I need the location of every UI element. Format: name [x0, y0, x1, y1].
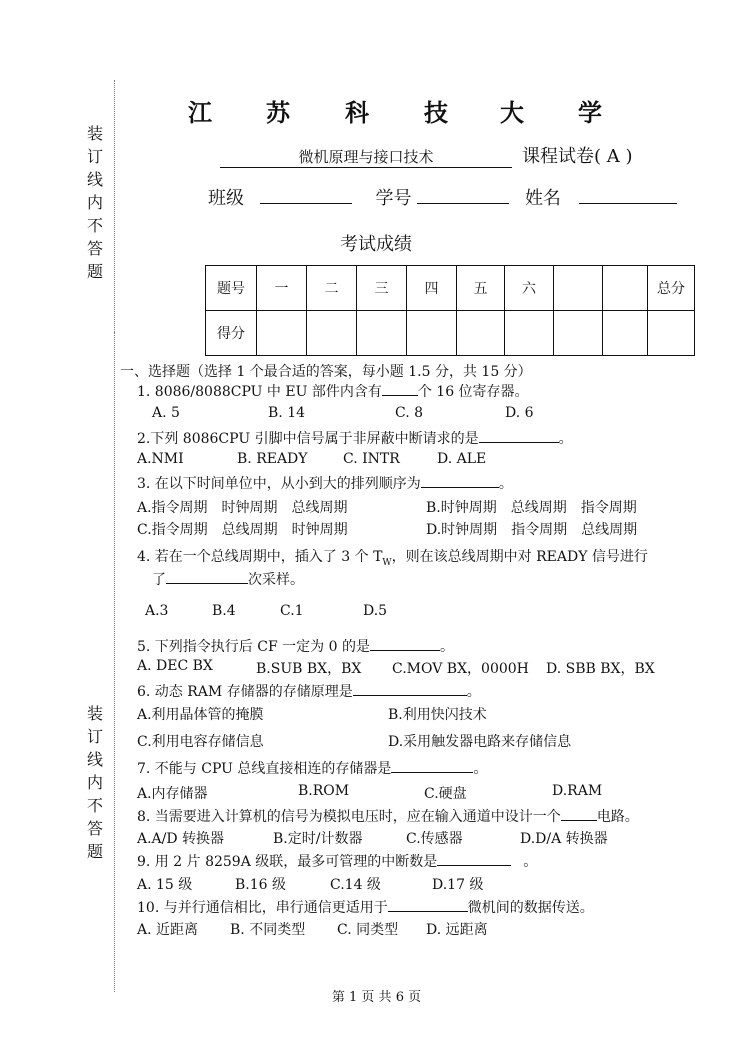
option-item[interactable]: C.硬盘 [424, 786, 467, 802]
binding-char: 答 [86, 819, 103, 838]
score-table [205, 265, 695, 356]
university-char: 技 [424, 98, 448, 127]
binding-char: 题 [86, 262, 103, 281]
option-item[interactable]: A. DEC BX [137, 658, 213, 674]
score-cell[interactable] [407, 311, 457, 356]
class-field[interactable] [260, 189, 352, 204]
question-1: 1. 8086/8088CPU 中 EU 部件内含有 个 16 位寄存器。 [137, 381, 529, 401]
option-item[interactable]: A.3 [145, 603, 169, 619]
option-item[interactable]: D. ALE [437, 451, 487, 467]
question-5: 5. 下列指令执行后 CF 一定为 0 的是 。 [137, 636, 454, 656]
binding-char: 不 [86, 796, 103, 815]
option-item[interactable]: D.17 级 [432, 877, 484, 893]
option-item[interactable]: B. READY [237, 451, 308, 467]
option-item[interactable]: C. 同类型 [337, 922, 399, 938]
question-10: 10. 与并行通信相比，串行通信更适用于 微机间的数据传送。 [137, 897, 594, 917]
binding-line-upper [114, 80, 115, 340]
university-char: 江 [188, 98, 212, 127]
score-header-cell: 一 [257, 266, 307, 311]
option-item[interactable]: D.采用触发器电路来存储信息 [388, 734, 572, 750]
score-cell[interactable] [307, 311, 357, 356]
option-item[interactable]: B.定时/计数器 [273, 831, 363, 847]
answer-blank-1[interactable] [382, 381, 418, 396]
option-item[interactable]: C. 8 [395, 405, 424, 421]
option-item[interactable]: D. 远距离 [426, 922, 488, 938]
score-cell[interactable] [457, 311, 505, 356]
question-8: 8. 当需要进入计算机的信号为模拟电压时，应在输入通道中设计一个 电路。 [137, 806, 639, 826]
option-item[interactable]: D.D/A 转换器 [520, 831, 608, 847]
course-line [220, 142, 633, 168]
paper-type: 课程试卷( A ) [522, 146, 633, 167]
score-cell[interactable] [648, 311, 695, 356]
option-item[interactable]: A. 近距离 [137, 922, 199, 938]
answer-blank-5[interactable] [370, 636, 440, 651]
binding-char: 线 [86, 170, 103, 189]
option-item[interactable]: C.传感器 [406, 831, 463, 847]
option-item[interactable]: B.利用快闪技术 [388, 707, 487, 723]
binding-notice-lower [86, 702, 104, 863]
score-header-cell: 六 [505, 266, 554, 311]
option-item[interactable]: B. 不同类型 [230, 922, 306, 938]
score-header-cell: 四 [407, 266, 457, 311]
exam-score-label: 考试成绩 [340, 234, 412, 255]
university-char: 科 [345, 98, 369, 127]
university-char: 大 [500, 98, 524, 127]
name-label: 姓名 [524, 188, 561, 209]
answer-blank-10[interactable] [388, 897, 468, 912]
name-field[interactable] [579, 189, 677, 204]
option-item[interactable]: B.4 [212, 603, 236, 619]
option-item[interactable]: C.1 [280, 603, 304, 619]
question-2: 2.下列 8086CPU 引脚中信号属于非屏蔽中断请求的是 。 [137, 428, 573, 448]
page-footer: 第 1 页 共 6 页 [331, 990, 422, 1005]
score-header-cell: 题号 [206, 266, 257, 311]
score-header-cell: 二 [307, 266, 357, 311]
option-item[interactable]: B. 14 [268, 405, 306, 421]
score-header-cell [603, 266, 648, 311]
option-item[interactable]: D. SBB BX，BX [546, 661, 655, 677]
question-3: 3. 在以下时间单位中，从小到大的排列顺序为 。 [137, 473, 513, 493]
score-header-cell: 三 [357, 266, 407, 311]
option-item[interactable]: D.RAM [552, 783, 603, 799]
binding-char: 订 [86, 147, 103, 166]
option-item[interactable]: A.指令周期 时钟周期 总线周期 [137, 500, 348, 516]
option-item[interactable]: B.时钟周期 总线周期 指令周期 [426, 500, 637, 516]
binding-notice-upper [86, 122, 104, 283]
option-item[interactable]: C.14 级 [330, 877, 381, 893]
option-item[interactable]: A.内存储器 [137, 786, 208, 802]
option-item[interactable]: D.时钟周期 指令周期 总线周期 [426, 522, 638, 538]
option-item[interactable]: C. INTR [343, 451, 400, 467]
option-item[interactable]: B.SUB BX，BX [256, 661, 362, 677]
option-item[interactable]: C.利用电容存储信息 [137, 734, 264, 750]
answer-blank-9[interactable] [437, 851, 511, 866]
option-item[interactable]: A.NMI [137, 451, 184, 467]
university-char: 学 [578, 98, 602, 127]
score-cell: 得分 [206, 311, 257, 356]
score-cell[interactable] [554, 311, 603, 356]
score-cell[interactable] [505, 311, 554, 356]
score-cell[interactable] [603, 311, 648, 356]
answer-blank-6[interactable] [353, 681, 467, 696]
option-item[interactable]: A.利用晶体管的掩膜 [137, 707, 264, 723]
binding-char: 装 [86, 704, 103, 723]
option-item[interactable]: A. 15 级 [137, 877, 193, 893]
option-item[interactable]: A. 5 [152, 405, 180, 421]
option-item[interactable]: D. 6 [505, 405, 534, 421]
binding-char: 答 [86, 239, 103, 258]
option-item[interactable]: D.5 [363, 603, 388, 619]
score-cell[interactable] [357, 311, 407, 356]
question-6: 6. 动态 RAM 存储器的存储原理是 。 [137, 681, 481, 701]
student-info [208, 184, 677, 210]
score-header-cell [554, 266, 603, 311]
binding-char: 内 [86, 193, 103, 212]
binding-char: 线 [86, 750, 103, 769]
answer-blank-3[interactable] [421, 473, 499, 488]
student-id-label: 学号 [375, 188, 412, 209]
binding-char: 内 [86, 773, 103, 792]
binding-char: 不 [86, 216, 103, 235]
binding-char: 装 [86, 124, 103, 143]
option-item[interactable]: C.指令周期 总线周期 时钟周期 [137, 522, 348, 538]
option-item[interactable]: B.16 级 [235, 877, 287, 893]
score-cell[interactable] [257, 311, 307, 356]
section-title: 一、选择题（选择 1 个最合适的答案，每小题 1.5 分，共 15 分） [120, 364, 532, 380]
score-header-cell: 总分 [648, 266, 695, 311]
option-item[interactable]: A.A/D 转换器 [137, 831, 225, 847]
question-4: 4. 若在一个总线周期中，插入了 3 个 $T_W$，则在该总线周期中对 READY 信号进行 [137, 549, 648, 568]
binding-char: 订 [86, 727, 103, 746]
question-4-line2: 了 次采样。 [152, 569, 304, 589]
option-item[interactable]: C.MOV BX，0000H [392, 661, 529, 677]
question-7: 7. 不能与 CPU 总线直接相连的存储器是 。 [137, 758, 487, 778]
option-item[interactable]: B.ROM [298, 783, 350, 799]
binding-line-lower [114, 332, 115, 992]
class-label: 班级 [208, 188, 244, 209]
student-id-field[interactable] [417, 189, 509, 204]
score-header-cell: 五 [457, 266, 505, 311]
answer-blank-2[interactable] [479, 428, 559, 443]
answer-blank-7[interactable] [391, 758, 473, 773]
university-char: 苏 [266, 98, 290, 127]
course-name: 微机原理与接口技术 [298, 148, 434, 166]
answer-blank-4[interactable] [166, 569, 248, 584]
question-9: 9. 用 2 片 8259A 级联，最多可管理的中断数是 。 [137, 851, 537, 871]
answer-blank-8[interactable] [561, 806, 597, 821]
binding-char: 题 [86, 842, 103, 861]
